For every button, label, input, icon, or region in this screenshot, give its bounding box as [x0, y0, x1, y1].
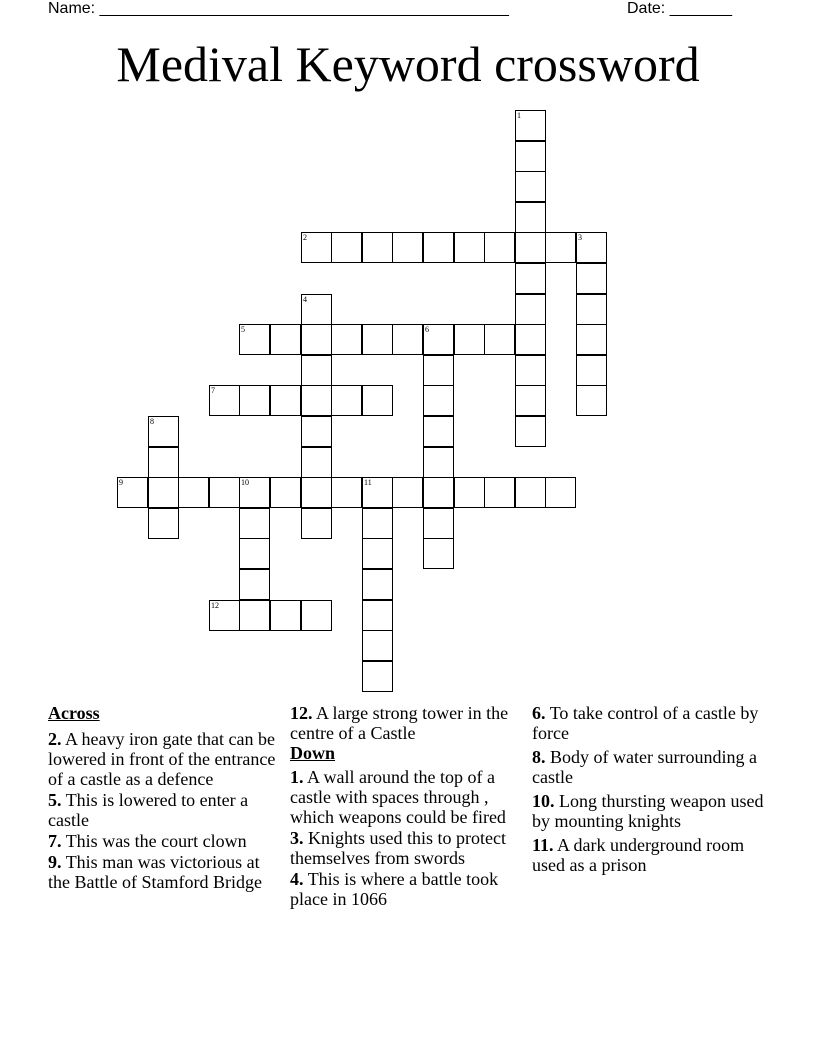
crossword-cell[interactable]	[148, 416, 179, 447]
crossword-cell[interactable]	[301, 324, 332, 355]
crossword-cell[interactable]	[301, 385, 332, 416]
clue-number: 4.	[290, 869, 304, 889]
cell-number: 3	[578, 233, 582, 242]
crossword-cell[interactable]	[239, 508, 270, 539]
down-heading: Down	[290, 743, 336, 763]
crossword-cell[interactable]	[301, 447, 332, 478]
cell-number: 2	[303, 233, 307, 242]
clues-column-1	[48, 703, 284, 892]
crossword-cell[interactable]	[576, 263, 607, 294]
crossword-cell[interactable]	[515, 385, 546, 416]
clue-number: 11.	[532, 835, 554, 855]
clue-number: 6.	[532, 703, 546, 723]
clue-across-7	[48, 831, 284, 851]
clue-down-8	[532, 747, 768, 787]
clue-text: A dark underground room used as a prison	[532, 835, 745, 875]
cell-number: 9	[119, 478, 123, 487]
clue-across-2	[48, 729, 284, 789]
crossword-cell[interactable]	[270, 385, 301, 416]
crossword-cell[interactable]	[423, 385, 454, 416]
clue-across-12	[290, 703, 526, 743]
clue-number: 1.	[290, 767, 304, 787]
crossword-cell[interactable]	[301, 600, 332, 631]
crossword-cell[interactable]	[301, 232, 332, 263]
clue-text: Body of water surrounding a castle	[532, 747, 757, 787]
crossword-cell[interactable]	[362, 538, 393, 569]
clue-number: 9.	[48, 852, 62, 872]
cell-number: 11	[364, 478, 372, 487]
clue-text: This is lowered to enter a castle	[48, 790, 249, 830]
clue-text: A heavy iron gate that can be lowered in front of the entrance of a castle as a defence	[48, 729, 276, 789]
crossword-cell[interactable]	[331, 324, 362, 355]
crossword-cell[interactable]	[515, 416, 546, 447]
cell-number: 6	[425, 325, 429, 334]
crossword-cell[interactable]	[148, 508, 179, 539]
crossword-cell[interactable]	[515, 232, 546, 263]
cell-number: 4	[303, 295, 307, 304]
cell-number: 7	[211, 386, 215, 395]
date-line: _______	[669, 0, 732, 17]
crossword-cell[interactable]	[209, 385, 240, 416]
crossword-cell[interactable]	[423, 477, 454, 508]
crossword-cell[interactable]	[576, 324, 607, 355]
crossword-cell[interactable]	[239, 324, 270, 355]
crossword-cell[interactable]	[362, 661, 393, 692]
crossword-cell[interactable]	[362, 324, 393, 355]
clue-down-6	[532, 703, 768, 743]
clue-across-5	[48, 790, 284, 830]
crossword-cell[interactable]	[148, 447, 179, 478]
crossword-cell[interactable]	[454, 324, 485, 355]
crossword-cell[interactable]	[423, 232, 454, 263]
clue-number: 7.	[48, 831, 62, 851]
clue-text: A wall around the top of a castle with spaces through , which weapons could be fired	[290, 767, 506, 827]
crossword-cell[interactable]	[270, 477, 301, 508]
crossword-cell[interactable]	[239, 569, 270, 600]
crossword-cell[interactable]	[239, 600, 270, 631]
crossword-cell[interactable]	[515, 141, 546, 172]
crossword-cell[interactable]	[515, 355, 546, 386]
crossword-cell[interactable]	[239, 385, 270, 416]
crossword-cell[interactable]	[423, 538, 454, 569]
crossword-cell[interactable]	[515, 202, 546, 233]
crossword-cell[interactable]	[331, 232, 362, 263]
crossword-cell[interactable]	[515, 477, 546, 508]
crossword-cell[interactable]	[362, 630, 393, 661]
crossword-cell[interactable]	[484, 232, 515, 263]
crossword-cell[interactable]	[270, 324, 301, 355]
clue-number: 8.	[532, 747, 546, 767]
crossword-cell[interactable]	[515, 171, 546, 202]
crossword-cell[interactable]	[301, 477, 332, 508]
crossword-cell[interactable]	[423, 324, 454, 355]
crossword-cell[interactable]	[392, 232, 423, 263]
crossword-cell[interactable]	[301, 508, 332, 539]
crossword-cell[interactable]	[239, 538, 270, 569]
date-label: Date:	[627, 0, 666, 17]
crossword-cell[interactable]	[515, 263, 546, 294]
crossword-cell[interactable]	[301, 355, 332, 386]
clue-number: 3.	[290, 828, 304, 848]
crossword-cell[interactable]	[515, 110, 546, 141]
clue-down-11	[532, 835, 768, 875]
crossword-cell[interactable]	[454, 477, 485, 508]
clue-number: 2.	[48, 729, 62, 749]
crossword-cell[interactable]	[484, 324, 515, 355]
cell-number: 1	[517, 111, 521, 120]
crossword-cell[interactable]	[423, 355, 454, 386]
clue-down-4	[290, 869, 526, 909]
crossword-cell[interactable]	[545, 477, 576, 508]
crossword-cell[interactable]	[362, 232, 393, 263]
crossword-cell[interactable]	[148, 477, 179, 508]
cell-number: 10	[241, 478, 249, 487]
cell-number: 8	[150, 417, 154, 426]
crossword-cell[interactable]	[209, 600, 240, 631]
crossword-cell[interactable]	[362, 508, 393, 539]
crossword-cell[interactable]	[515, 294, 546, 325]
crossword-cell[interactable]	[423, 447, 454, 478]
clue-text: Knights used this to protect themselves from swords	[290, 828, 506, 868]
clue-text: This was the court clown	[65, 831, 247, 851]
clue-text: To take control of a castle by force	[532, 703, 759, 743]
crossword-cell[interactable]	[454, 232, 485, 263]
cell-number: 5	[241, 325, 245, 334]
cell-number: 12	[211, 601, 219, 610]
crossword-cell[interactable]	[331, 477, 362, 508]
clue-down-1	[290, 767, 526, 827]
crossword-cell[interactable]	[484, 477, 515, 508]
clue-number: 10.	[532, 791, 555, 811]
clue-down-10	[532, 791, 768, 831]
crossword-cell[interactable]	[178, 477, 209, 508]
crossword-cell[interactable]	[392, 477, 423, 508]
crossword-cell[interactable]	[545, 232, 576, 263]
name-label: Name:	[48, 0, 96, 17]
crossword-cell[interactable]	[362, 569, 393, 600]
crossword-cell[interactable]	[301, 416, 332, 447]
crossword-cell[interactable]	[209, 477, 240, 508]
crossword-cell[interactable]	[576, 232, 607, 263]
crossword-cell[interactable]	[423, 416, 454, 447]
name-line: ______________________________________________	[99, 0, 509, 17]
clue-number: 5.	[48, 790, 62, 810]
crossword-cell[interactable]	[117, 477, 148, 508]
crossword-cell[interactable]	[270, 600, 301, 631]
crossword-cell[interactable]	[362, 600, 393, 631]
crossword-cell[interactable]	[576, 355, 607, 386]
clue-text: Long thursting weapon used by mounting knights	[532, 791, 764, 831]
clues-column-2	[290, 703, 526, 909]
crossword-cell[interactable]	[423, 508, 454, 539]
clue-text: A large strong tower in the centre of a Castle	[290, 703, 509, 743]
crossword-cell[interactable]	[301, 294, 332, 325]
crossword-cell[interactable]	[576, 385, 607, 416]
crossword-cell[interactable]	[392, 324, 423, 355]
crossword-cell[interactable]	[239, 477, 270, 508]
crossword-cell[interactable]	[576, 294, 607, 325]
clue-text: This man was victorious at the Battle of Stamford Bridge	[48, 852, 262, 892]
clues-column-3	[532, 703, 768, 875]
crossword-cell[interactable]	[515, 324, 546, 355]
clue-across-9	[48, 852, 284, 892]
clue-text: This is where a battle took place in 1066	[290, 869, 499, 909]
clue-down-3	[290, 828, 526, 868]
crossword-cell[interactable]	[331, 385, 362, 416]
across-heading: Across	[48, 703, 100, 723]
page-title: Medival Keyword crossword	[116, 36, 700, 92]
clue-number: 12.	[290, 703, 313, 723]
crossword-cell[interactable]	[362, 385, 393, 416]
crossword-cell[interactable]	[362, 477, 393, 508]
